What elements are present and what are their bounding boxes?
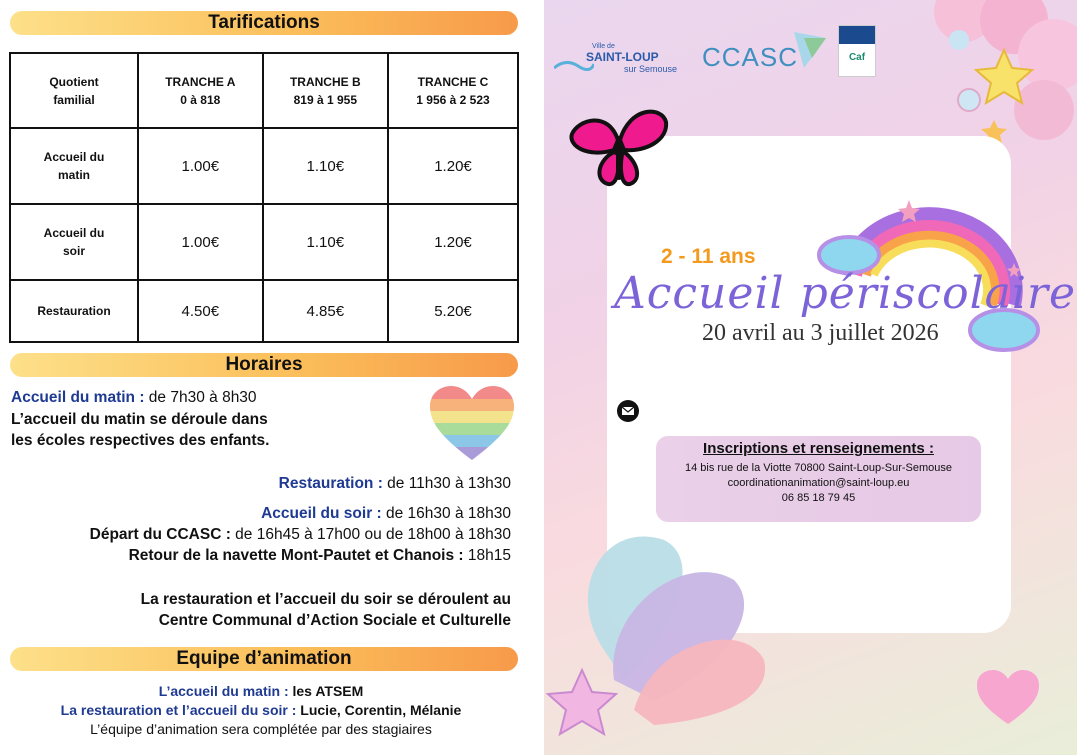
table-row <box>10 204 518 280</box>
price-cell: 1.20€ <box>388 204 518 280</box>
price-cell: 1.00€ <box>138 128 263 204</box>
price-cell: 4.85€ <box>263 280 388 342</box>
retour-value: 18h15 <box>463 547 511 564</box>
row-label: Accueil du matin <box>10 128 138 204</box>
cover-dates: 20 avril au 3 juillet 2026 <box>702 320 939 346</box>
matin-label: Accueil du matin : <box>11 389 145 406</box>
table-row <box>10 280 518 342</box>
inscriptions-title: Inscriptions et renseignements : <box>703 440 934 457</box>
price-cell: 4.50€ <box>138 280 263 342</box>
table-header-row <box>10 53 518 128</box>
depart-label: Départ du CCASC : <box>89 526 231 543</box>
depart-value: de 16h45 à 17h00 ou de 18h00 à 18h30 <box>230 526 511 543</box>
header-quotient: Quotient familial <box>10 53 138 128</box>
horaires-matin <box>11 388 257 408</box>
lieu-line-2: Centre Communal d’Action Sociale et Culturelle <box>158 612 511 629</box>
matin-note-2: les écoles respectives des enfants. <box>11 432 270 449</box>
price-cell: 5.20€ <box>388 280 518 342</box>
balloons-decoration-icon <box>544 520 784 755</box>
cloud-decoration-icon <box>904 0 1077 150</box>
soir-label: Accueil du soir : <box>261 505 382 522</box>
row-label: Restauration <box>10 280 138 342</box>
soir-value: de 16h30 à 18h30 <box>381 505 511 522</box>
email-icon <box>617 400 639 422</box>
rainbow-heart-icon <box>430 386 514 462</box>
row-label: Accueil du soir <box>10 204 138 280</box>
equipe-soir: La restauration et l’accueil du soir : Lucie, Corentin, Mélanie <box>60 702 462 718</box>
matin-value: de 7h30 à 8h30 <box>144 389 257 406</box>
price-cell: 1.00€ <box>138 204 263 280</box>
equipe-note: L’équipe d’animation sera complétée par des stagiaires <box>90 721 432 737</box>
tarifications-banner <box>10 11 518 35</box>
horaires-title: Horaires <box>225 354 303 375</box>
horaires-retour <box>129 546 511 566</box>
equipe-matin: L’accueil du matin : les ATSEM <box>158 683 364 699</box>
logo-saint-loup: Ville de SAINT-LOUP sur Semouse <box>554 40 684 76</box>
matin-note-1: L’accueil du matin se déroule dans <box>11 411 268 428</box>
restauration-label: Restauration : <box>278 475 383 492</box>
price-cell: 1.10€ <box>263 128 388 204</box>
restauration-value: de 11h30 à 13h30 <box>382 475 511 492</box>
address: 14 bis rue de la Viotte 70800 Saint-Loup-Sur-Semouse <box>684 462 953 474</box>
cover-title: Accueil périscolaire <box>614 268 1077 319</box>
price-cell: 1.20€ <box>388 128 518 204</box>
tarif-table <box>9 52 519 343</box>
header-tranche-b: TRANCHE B 819 à 1 955 <box>263 53 388 128</box>
header-tranche-c: TRANCHE C 1 956 à 2 523 <box>388 53 518 128</box>
email: coordinationanimation@saint-loup.eu <box>727 477 910 489</box>
equipe-banner <box>10 647 518 671</box>
butterfly-icon <box>568 100 670 192</box>
horaires-banner <box>10 353 518 377</box>
ccasc-triangle-icon <box>790 28 830 74</box>
tarifications-title: Tarifications <box>208 12 320 33</box>
pink-heart-icon <box>977 670 1039 726</box>
logo-caf: Caf <box>838 25 876 77</box>
phone: 06 85 18 79 45 <box>781 492 856 504</box>
price-cell: 1.10€ <box>263 204 388 280</box>
age-label: 2 - 11 ans <box>661 245 756 268</box>
equipe-title: Equipe d’animation <box>176 648 352 669</box>
horaires-restauration <box>279 474 511 494</box>
cover-panel <box>544 0 1077 755</box>
horaires-soir <box>261 504 511 524</box>
retour-label: Retour de la navette Mont-Pautet et Chanois : <box>128 547 464 564</box>
inscriptions-box <box>656 436 981 522</box>
logo-ccasc: CCASC <box>702 42 799 72</box>
equipe-block <box>0 682 522 739</box>
horaires-depart <box>90 525 511 545</box>
lieu-line-1: La restauration et l’accueil du soir se déroulent au <box>140 591 511 608</box>
table-row <box>10 128 518 204</box>
header-tranche-a: TRANCHE A 0 à 818 <box>138 53 263 128</box>
